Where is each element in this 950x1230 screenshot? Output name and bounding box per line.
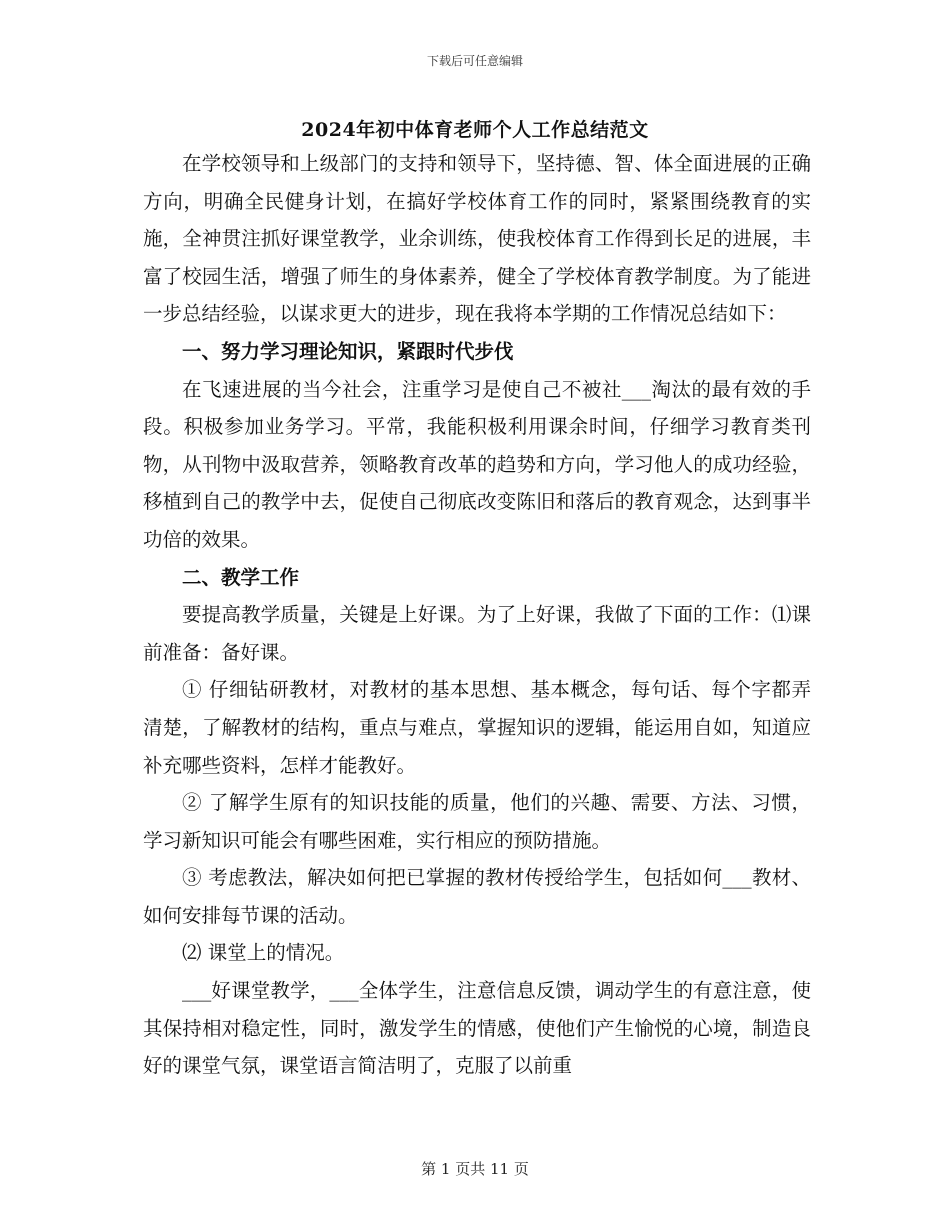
document-body [143, 145, 811, 1085]
section-heading-1: 一、努力学习理论知识，紧跟时代步伐 [182, 339, 514, 363]
paragraph-item-1: ① 仔细钻研教材，对教材的基本思想、基本概念，每句话、每个字都弄清楚，了解教材的结构，重点与难点，掌握知识的逻辑，能运用自如，知道应补充哪些资料，怎样才能教好。 [143, 678, 811, 777]
paragraph-study: 在飞速进展的当今社会，注重学习是使自己不被社___淘汰的最有效的手段。积极参加业务学习。平常，我能积极利用课余时间，仔细学习教育类刊物，从刊物中汲取营养，领略教育改革的趋势和方向，学习他人的成功经验，移植到自己的教学中去，促使自己彻底改变陈旧和落后的教育观念，达到事半功倍的效果。 [143, 377, 811, 551]
section-heading-2: 二、教学工作 [182, 565, 300, 589]
document-title: 2024年初中体育老师个人工作总结范文 [301, 119, 649, 141]
page-footer: 第 1 页共 11 页 [421, 1160, 529, 1178]
header-note: 下载后可任意编辑 [426, 54, 523, 68]
paragraph-item-2: ② 了解学生原有的知识技能的质量，他们的兴趣、需要、方法、习惯，学习新知识可能会有哪些困难，实行相应的预防措施。 [143, 791, 811, 852]
paragraph-teaching: 要提高教学质量，关键是上好课。为了上好课，我做了下面的工作：⑴课前准备：备好课。 [143, 603, 811, 664]
paragraph-item-3: ③ 考虑教法，解决如何把已掌握的教材传授给学生，包括如何___教材、如何安排每节课的活动。 [143, 866, 811, 927]
paragraph-classroom-heading: ⑵ 课堂上的情况。 [182, 941, 345, 965]
paragraph-intro: 在学校领导和上级部门的支持和领导下，坚持德、智、体全面进展的正确方向，明确全民健身计划，在搞好学校体育工作的同时，紧紧围绕教育的实施，全神贯注抓好课堂教学，业余训练，使我校体育工作得到长足的进展，丰富了校园生活，增强了师生的身体素养，健全了学校体育教学制度。为了能进一步总结经验，以谋求更大的进步，现在我将本学期的工作情况总结如下： [143, 152, 811, 326]
paragraph-classroom: ___好课堂教学，___全体学生，注意信息反馈，调动学生的有意注意，使其保持相对稳定性，同时，激发学生的情感，使他们产生愉悦的心境，制造良好的课堂气氛，课堂语言简洁明了，克服了以前重 [143, 979, 811, 1078]
